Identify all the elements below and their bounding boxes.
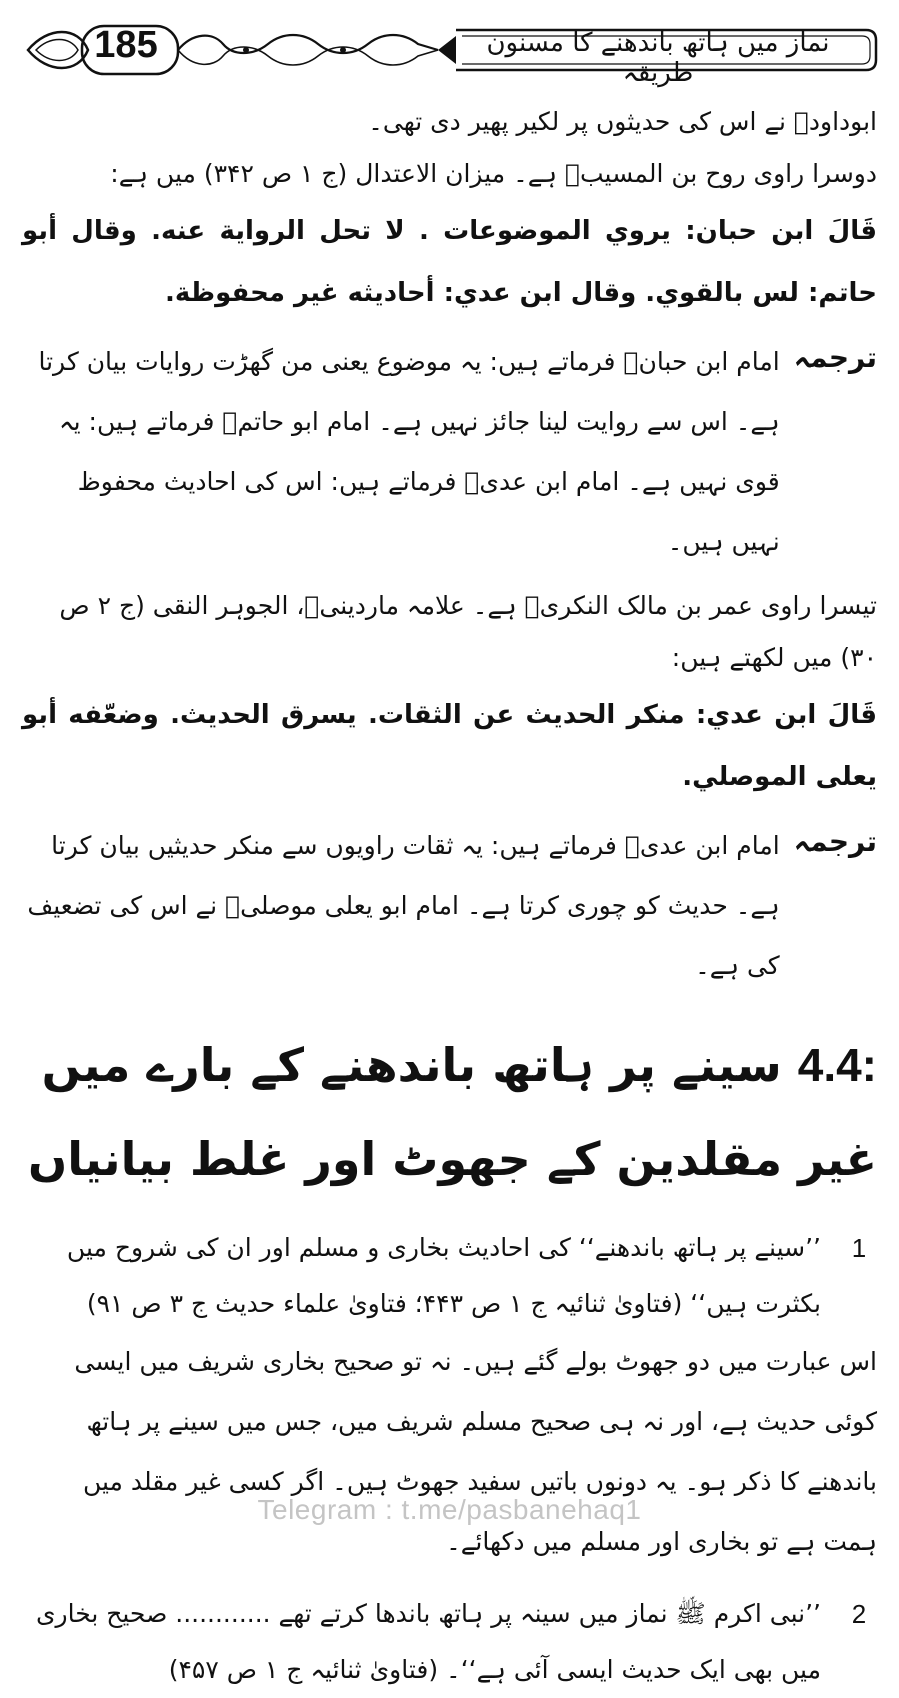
list-item-number: 2 [851,1599,867,1629]
arabic-quote: قَالَ ابن عدي: منكر الحديث عن الثقات. يسرق الحديث. وضعّفه أبو يعلى الموصلي. [22,700,877,792]
page-header [18,22,881,88]
list-item-number: 1 [851,1233,867,1263]
paragraph: اس عبارت میں دو جھوٹ بولے گئے ہیں۔ نہ تو صحیح بخاری شریف میں ایسی کوئی حدیث ہے، اور نہ ہی صحیح مسلم شریف میں، جس میں سینے پر ہاتھ باندھنے کا ذکر ہو۔ یہ دونوں باتیں سفید جھوٹ ہیں۔ اگر کسی غیر مقلد میں ہمت ہے تو بخاری اور مسلم میں دکھائے۔ [74,1347,877,1556]
section-heading [22,1018,877,1206]
paragraph: دوسرا راوی روح بن المسیبؒ ہے۔ میزان الاعتدال (ج ۱ ص ۳۴۲) میں ہے: [110,159,877,188]
page-content [22,96,877,1698]
translation-text: امام ابن حبانؒ فرماتے ہیں: یہ موضوع یعنی من گھڑت روایات بیان کرتا ہے۔ اس سے روایت لینا جائز نہیں ہے۔ امام ابو حاتمؒ فرماتے ہیں: یہ قوی نہیں ہے۔ امام ابن عدیؒ فرماتے ہیں: اس کی احادیث محفوظ نہیں ہیں۔ [38,347,780,556]
translation-label: ترجمہ [793,825,877,858]
page-number: 185 [94,24,158,66]
list-item-quote: ’’نبی اکرم ﷺ نماز میں سینہ پر ہاتھ باندھا کرتے تھے ............ صحیح بخاری میں بھی ایک حدیث ایسی آئی ہے‘‘۔ (فتاویٰ ثنائیہ ج ۱ ص ۴۵۷) [35,1599,821,1684]
translation-text: امام ابن عدیؒ فرماتے ہیں: یہ ثقات راویوں سے منکر حدیثیں بیان کرتا ہے۔ حدیث کو چوری کرتا ہے۔ امام ابو یعلی موصلیؒ نے اس کی تضعیف کی ہے۔ [27,831,780,980]
arabic-quote: قَالَ ابن حبان: يروي الموضوعات . لا تحل الرواية عنه. وقال أبو حاتم: لس بالقوي. وقال ابن عدي: أحاديثه غير محفوظة. [22,216,877,308]
translation-block [22,816,877,996]
translation-block [22,332,877,572]
running-title: نماز میں ہاتھ باندھنے کا مسنون طریقہ [486,28,830,88]
telegram-watermark: Telegram : t.me/pasbanehaq1 [257,1494,642,1525]
list-item-quote: ’’سینے پر ہاتھ باندھنے‘‘ کی احادیث بخاری و مسلم اور ان کی شروح میں بکثرت ہیں‘‘ (فتاویٰ ثنائیہ ج ۱ ص ۴۴۳؛ فتاویٰ علماء حدیث ج ۳ ص ۹۱) [66,1233,821,1318]
section-number: 4.4: [797,1039,877,1091]
list-item [22,1586,877,1698]
paragraph: تیسرا راوی عمر بن مالک النکریؒ ہے۔ علامہ ماردینیؒ، الجوہر النقی (ج ۲ ص ۳۰) میں لکھتے ہیں: [59,591,877,672]
translation-label: ترجمہ [793,341,877,374]
section-title: سینے پر ہاتھ باندھنے کے بارے میں غیر مقلدین کے جھوٹ اور غلط بیانیاں [27,1038,877,1186]
list-item [22,1220,877,1332]
paragraph: ابوداودؒ نے اس کی حدیثوں پر لکیر پھیر دی تھی۔ [368,107,877,136]
